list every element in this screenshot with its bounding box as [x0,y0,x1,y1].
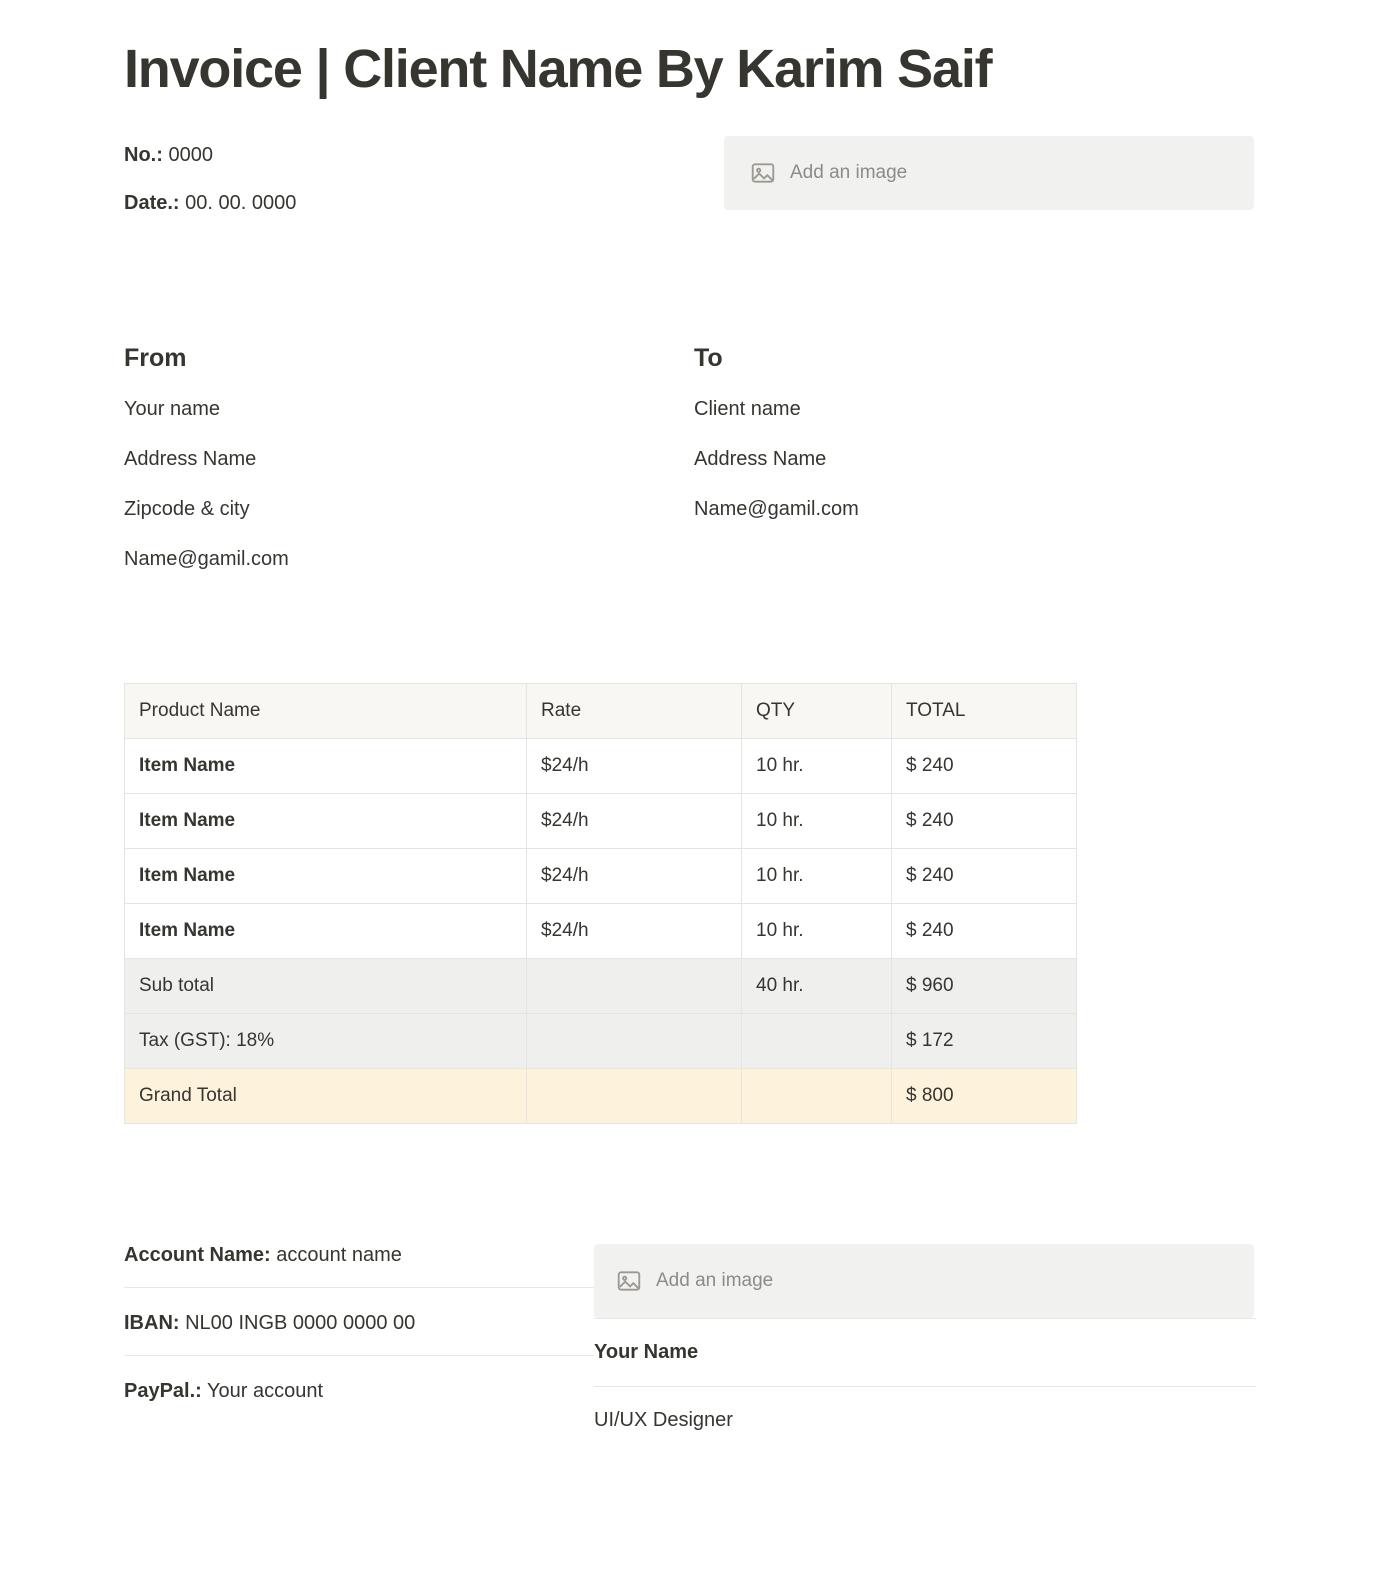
invoice-document [0,38,1388,1494]
line-items-table-wrapper [124,683,1264,1124]
from-line-zipcode-city[interactable]: Zipcode & city [124,498,250,521]
cell-rate[interactable]: $24/h [527,739,742,794]
table-row [125,904,1077,959]
cell-grand-total-amount: $ 800 [892,1069,1077,1124]
cell-grand-total-rate [527,1069,742,1124]
invoice-meta-row [124,136,1264,236]
cell-tax-total: $ 172 [892,1014,1077,1069]
from-line-email[interactable]: Name@gamil.com [124,548,289,571]
cell-rate[interactable]: $24/h [527,904,742,959]
signature-image-upload-label: Add an image [656,1270,774,1292]
cell-subtotal-total: $ 960 [892,959,1077,1014]
signature-image-upload[interactable] [594,1244,1254,1318]
from-line-name[interactable]: Your name [124,398,220,421]
cell-rate[interactable]: $24/h [527,849,742,904]
cell-product-name[interactable]: Item Name [125,904,527,959]
cell-total[interactable]: $ 240 [892,739,1077,794]
invoice-meta [124,136,724,236]
payment-details [124,1244,594,1454]
to-block [694,344,1264,595]
cell-tax-label: Tax (GST): 18% [125,1014,527,1069]
cell-product-name[interactable]: Item Name [125,739,527,794]
invoice-number-line [124,140,724,170]
invoice-date-value[interactable]: 00. 00. 0000 [185,192,297,215]
invoice-date-label: Date.: [124,192,180,215]
to-line-address[interactable]: Address Name [694,448,827,471]
cell-tax-rate [527,1014,742,1069]
logo-image-upload-label: Add an image [790,162,908,184]
table-row [125,739,1077,794]
from-heading: From [124,344,187,373]
cell-total[interactable]: $ 240 [892,904,1077,959]
line-items-table [124,683,1077,1124]
table-row [125,794,1077,849]
parties-row [124,344,1264,595]
cell-product-name[interactable]: Item Name [125,794,527,849]
cell-tax-qty [742,1014,892,1069]
invoice-number-label: No.: [124,144,163,167]
logo-image-upload[interactable] [724,136,1254,210]
account-name-line [124,1244,594,1288]
column-header-rate: Rate [527,684,742,739]
from-line-address[interactable]: Address Name [124,448,257,471]
table-row-subtotal [125,959,1077,1014]
image-placeholder-icon [616,1268,642,1294]
column-header-total: TOTAL [892,684,1077,739]
table-row-grand-total [125,1069,1077,1124]
to-line-name[interactable]: Client name [694,398,801,421]
cell-qty[interactable]: 10 hr. [742,904,892,959]
cell-subtotal-label: Sub total [125,959,527,1014]
cell-subtotal-rate [527,959,742,1014]
paypal-label: PayPal.: [124,1380,202,1403]
paypal-value[interactable]: Your account [207,1380,324,1403]
cell-grand-total-qty [742,1069,892,1124]
from-block [124,344,694,595]
cell-total[interactable]: $ 240 [892,794,1077,849]
account-name-label: Account Name: [124,1244,271,1267]
signature-block [594,1244,1256,1454]
account-name-value[interactable]: account name [276,1244,402,1267]
signature-role[interactable]: UI/UX Designer [594,1386,1256,1454]
footer-row [124,1244,1264,1494]
cell-subtotal-qty: 40 hr. [742,959,892,1014]
cell-product-name[interactable]: Item Name [125,849,527,904]
invoice-number-value[interactable]: 0000 [168,144,213,167]
cell-grand-total-label: Grand Total [125,1069,527,1124]
iban-label: IBAN: [124,1312,180,1335]
cell-total[interactable]: $ 240 [892,849,1077,904]
page-title: Invoice | Client Name By Karim Saif [124,39,992,99]
cell-qty[interactable]: 10 hr. [742,849,892,904]
cell-rate[interactable]: $24/h [527,794,742,849]
iban-line [124,1312,594,1356]
cell-qty[interactable]: 10 hr. [742,739,892,794]
to-heading: To [694,344,723,373]
column-header-product-name: Product Name [125,684,527,739]
iban-value[interactable]: NL00 INGB 0000 0000 00 [185,1312,416,1335]
invoice-date-line [124,188,724,218]
signature-name[interactable]: Your Name [594,1318,1256,1386]
image-placeholder-icon [750,160,776,186]
table-row-tax [125,1014,1077,1069]
to-line-email[interactable]: Name@gamil.com [694,498,859,521]
table-header-row [125,684,1077,739]
column-header-qty: QTY [742,684,892,739]
paypal-line [124,1380,594,1403]
table-row [125,849,1077,904]
cell-qty[interactable]: 10 hr. [742,794,892,849]
